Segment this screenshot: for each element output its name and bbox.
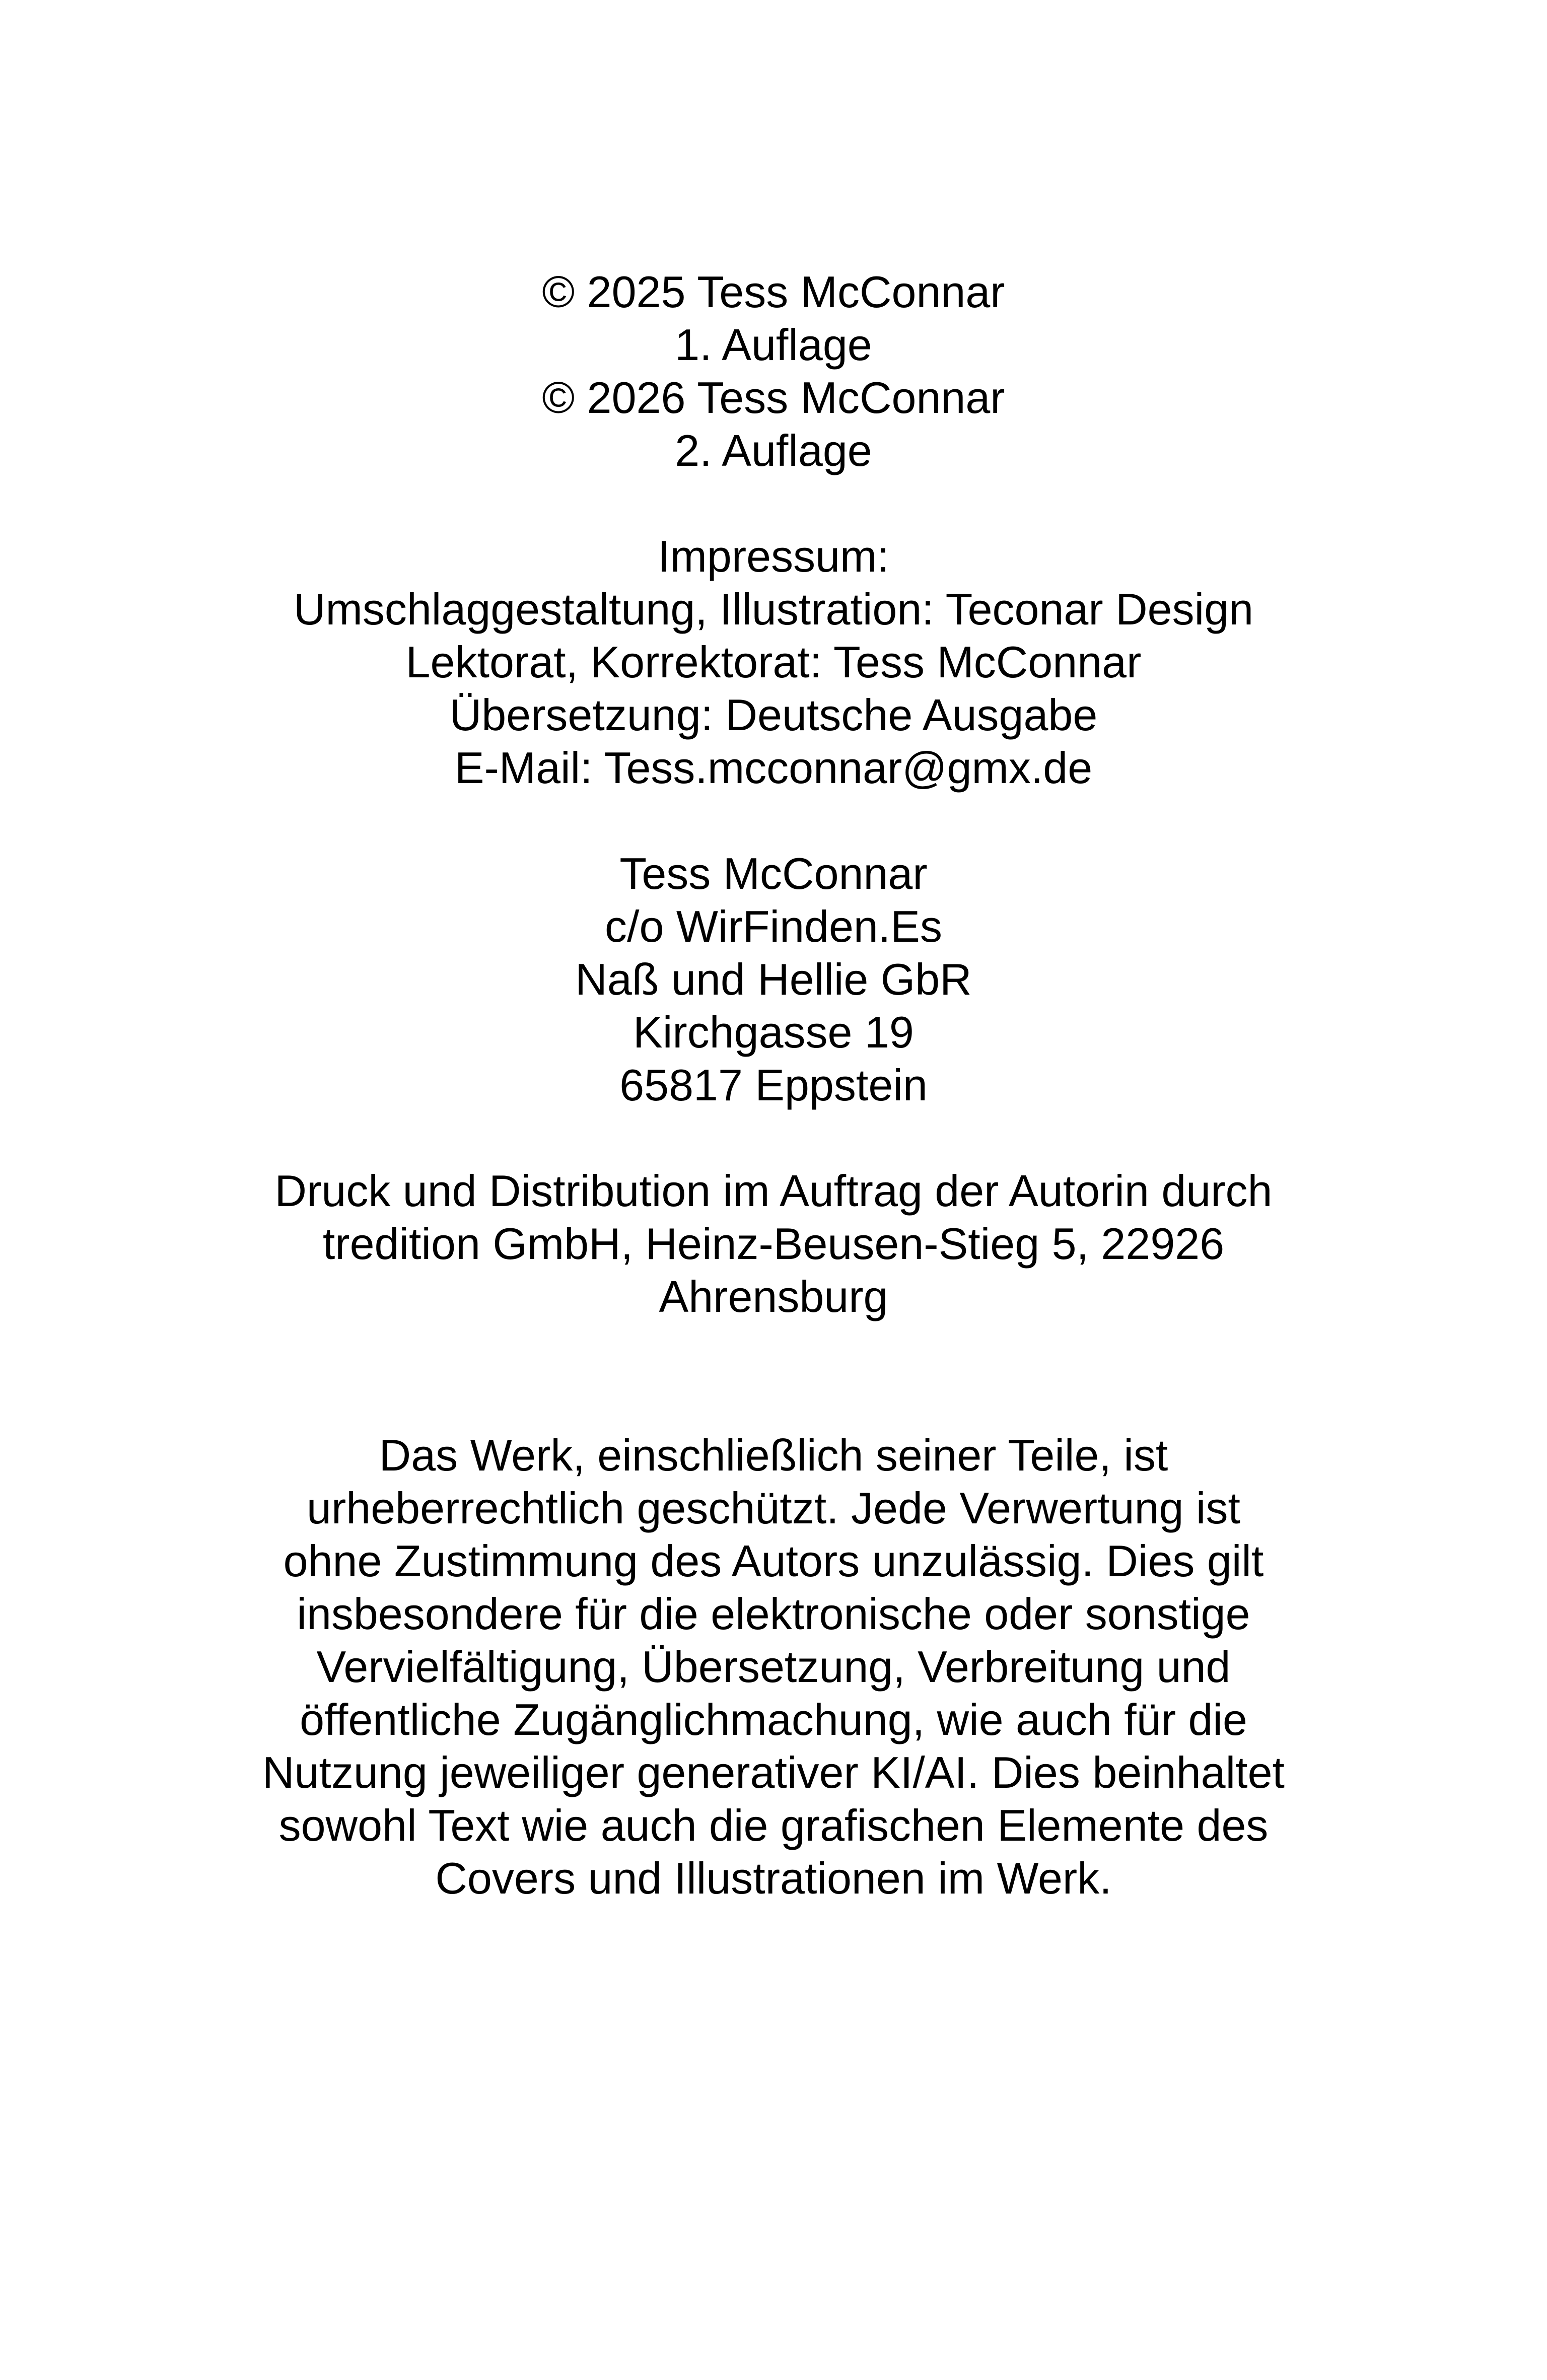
edition-notice [0,265,1547,477]
print-line: Ahrensburg [659,1272,888,1321]
impressum-section [0,530,1547,794]
print-line: Druck und Distribution im Auftrag der Autorin durch [274,1166,1273,1216]
print-distribution-notice [0,1164,1547,1323]
rights-line: Covers und Illustrationen im Werk. [435,1853,1112,1903]
address-company: Naß und Hellie GbR [575,954,972,1004]
address-street: Kirchgasse 19 [633,1007,914,1057]
translation-credit: Übersetzung: Deutsche Ausgabe [449,690,1098,740]
impressum-heading: Impressum: [658,531,889,581]
postal-address [0,847,1547,1111]
rights-line: Das Werk, einschließlich seiner Teile, ist [379,1430,1168,1480]
rights-line: öffentliche Zugänglichmachung, wie auch für die [300,1695,1247,1744]
rights-line: sowohl Text wie auch die grafischen Elemente des [278,1800,1269,1850]
rights-line: Vervielfältigung, Übersetzung, Verbreitung und [316,1642,1231,1692]
rights-line: insbesondere für die elektronische oder sonstige [297,1589,1250,1639]
email-line: E-Mail: Tess.mcconnar@gmx.de [454,743,1093,793]
rights-line: ohne Zustimmung des Autors unzulässig. Dies gilt [283,1536,1264,1586]
editing-credit: Lektorat, Korrektorat: Tess McConnar [405,637,1142,687]
copyright-line-2025: © 2025 Tess McConnar [542,267,1005,317]
cover-design-credit: Umschlaggestaltung, Illustration: Teconar Design [293,584,1254,634]
edition-line-1: 1. Auflage [675,320,872,370]
address-name: Tess McConnar [619,849,928,898]
edition-line-2: 2. Auflage [675,426,872,475]
copyright-notice [0,1429,1547,1905]
address-care-of: c/o WirFinden.Es [605,901,942,951]
rights-line: urheberrechtlich geschützt. Jede Verwertung ist [307,1483,1240,1533]
copyright-line-2026: © 2026 Tess McConnar [542,373,1005,423]
address-city: 65817 Eppstein [619,1060,928,1110]
print-line: tredition GmbH, Heinz-Beusen-Stieg 5, 22926 [322,1219,1225,1269]
rights-line: Nutzung jeweiliger generativer KI/AI. Dies beinhaltet [262,1747,1285,1797]
